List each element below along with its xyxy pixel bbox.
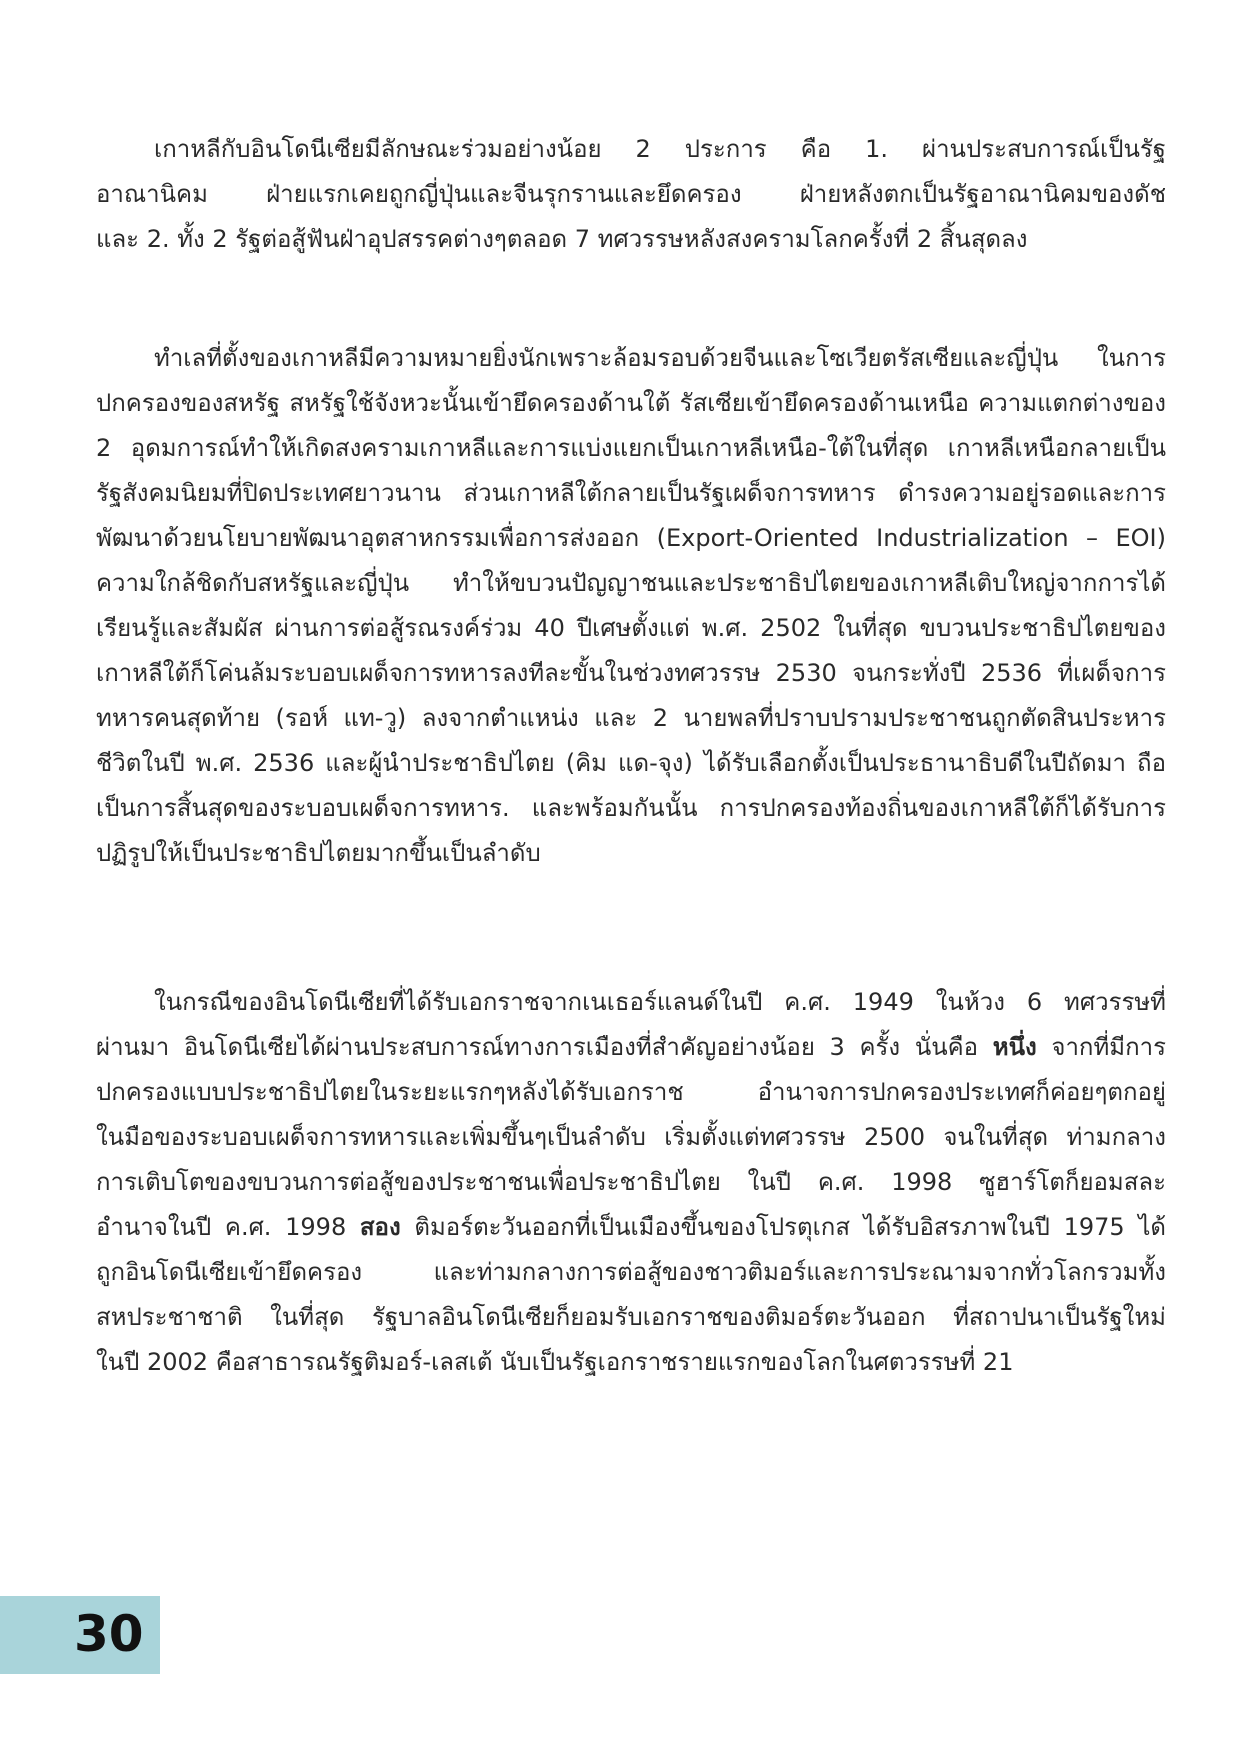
text-line: อำนาจในปี ค.ศ. 1998 สอง ติมอร์ตะวันออกที่เป็นเมืองขึ้นของโปรตุเกส ได้รับอิสรภาพในปี 1975 ได้: [96, 1213, 1166, 1241]
text-line: ปกครองแบบประชาธิปไตยในระยะแรกๆหลังได้รับเอกราช อำนาจการปกครองประเทศก็ค่อยๆตกอยู่: [96, 1078, 1166, 1106]
text-line: ในปี 2002 คือสาธารณรัฐติมอร์-เลสเต้ นับเป็นรัฐเอกราชรายแรกของโลกในศตวรรษที่ 21: [96, 1348, 1014, 1376]
text-line: อาณานิคม ฝ่ายแรกเคยถูกญี่ปุ่นและจีนรุกรานและยึดครอง ฝ่ายหลังตกเป็นรัฐอาณานิคมของดัช: [96, 180, 1166, 208]
emphasis-word: สอง: [359, 1213, 401, 1241]
text-line: ทำเลที่ตั้งของเกาหลีมีความหมายยิ่งนักเพราะล้อมรอบด้วยจีนและโซเวียตรัสเซียและญี่ปุ่น ในการ: [154, 344, 1166, 372]
text-line: เป็นการสิ้นสุดของระบอบเผด็จการทหาร. และพร้อมกันนั้น การปกครองท้องถิ่นของเกาหลีใต้ก็ได้รับการ: [96, 794, 1166, 822]
text-line: ถูกอินโดนีเซียเข้ายึดครอง และท่ามกลางการต่อสู้ของชาวติมอร์และการประณามจากทั่วโลกรวมทั้ง: [96, 1258, 1166, 1286]
text-line: พัฒนาด้วยนโยบายพัฒนาอุตสาหกรรมเพื่อการส่งออก (Export-Oriented Industrialization – EOI): [96, 524, 1166, 552]
text-line: ในมือของระบอบเผด็จการทหารและเพิ่มขึ้นๆเป็นลำดับ เริ่มตั้งแต่ทศวรรษ 2500 จนในที่สุด ท่ามกลาง: [96, 1123, 1166, 1151]
paragraph-korea-indonesia-intro: [96, 127, 1166, 262]
paragraph-indonesia: [96, 980, 1166, 1385]
text-line: ผ่านมา อินโดนีเซียได้ผ่านประสบการณ์ทางการเมืองที่สำคัญอย่างน้อย 3 ครั้ง นั่นคือ หนึ่ง จากที่มีการ: [96, 1033, 1166, 1061]
text-line: ในกรณีของอินโดนีเซียที่ได้รับเอกราชจากเนเธอร์แลนด์ในปี ค.ศ. 1949 ในห้วง 6 ทศวรรษที่: [154, 988, 1166, 1016]
text-line: ความใกล้ชิดกับสหรัฐและญี่ปุ่น ทำให้ขบวนปัญญาชนและประชาธิปไตยของเกาหลีเติบใหญ่จากการได้: [96, 569, 1166, 597]
page-number: 30: [74, 1605, 144, 1663]
text-line: ปกครองของสหรัฐ สหรัฐใช้จังหวะนั้นเข้ายึดครองด้านใต้ รัสเซียเข้ายึดครองด้านเหนือ ความแตกต่างของ: [96, 389, 1166, 417]
text-line: เกาหลีกับอินโดนีเซียมีลักษณะร่วมอย่างน้อย 2 ประการ คือ 1. ผ่านประสบการณ์เป็นรัฐ: [154, 135, 1166, 163]
text-line: ชีวิตในปี พ.ศ. 2536 และผู้นำประชาธิปไตย (คิม แด-จุง) ได้รับเลือกตั้งเป็นประธานาธิบดีในปีถัดมา ถือ: [96, 749, 1166, 777]
text-line: และ 2. ทั้ง 2 รัฐต่อสู้ฟันฝ่าอุปสรรคต่างๆตลอด 7 ทศวรรษหลังสงครามโลกครั้งที่ 2 สิ้นสุดลง: [96, 225, 1028, 253]
text-line: ทหารคนสุดท้าย (รอห์ แท-วู) ลงจากตำแหน่ง และ 2 นายพลที่ปราบปรามประชาชนถูกตัดสินประหาร: [96, 704, 1166, 732]
text-line: ปฏิรูปให้เป็นประชาธิปไตยมากขึ้นเป็นลำดับ: [96, 839, 541, 867]
text-line: การเติบโตของขบวนการต่อสู้ของประชาชนเพื่อประชาธิปไตย ในปี ค.ศ. 1998 ซูฮาร์โตก็ยอมสละ: [96, 1168, 1166, 1196]
text-line: เกาหลีใต้ก็โค่นล้มระบอบเผด็จการทหารลงทีละขั้นในช่วงทศวรรษ 2530 จนกระทั่งปี 2536 ที่เผด็จการ: [96, 659, 1166, 687]
text-line: 2 อุดมการณ์ทำให้เกิดสงครามเกาหลีและการแบ่งแยกเป็นเกาหลีเหนือ-ใต้ในที่สุด เกาหลีเหนือกลายเป็น: [96, 434, 1166, 462]
paragraph-korea: [96, 336, 1166, 876]
text-line: รัฐสังคมนิยมที่ปิดประเทศยาวนาน ส่วนเกาหลีใต้กลายเป็นรัฐเผด็จการทหาร ดำรงความอยู่รอดและการ: [96, 479, 1166, 507]
text-line: เรียนรู้และสัมผัส ผ่านการต่อสู้รณรงค์ร่วม 40 ปีเศษตั้งแต่ พ.ศ. 2502 ในที่สุด ขบวนประชาธิปไตยของ: [96, 614, 1166, 642]
text-line: สหประชาชาติ ในที่สุด รัฐบาลอินโดนีเซียก็ยอมรับเอกราชของติมอร์ตะวันออก ที่สถาปนาเป็นรัฐใหม่: [96, 1303, 1166, 1331]
emphasis-word: หนึ่ง: [992, 1033, 1037, 1061]
